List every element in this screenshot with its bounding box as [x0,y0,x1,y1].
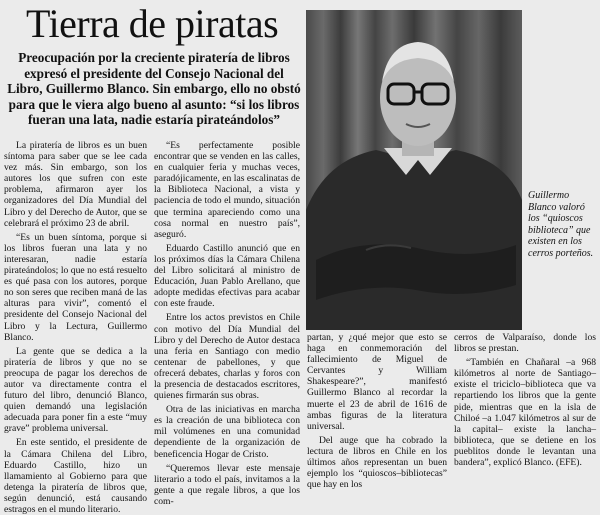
portrait-photo [306,10,522,330]
paragraph: La piratería de libros es un buen síntoma para saber que se lee cada vez más. Sin embargo, son los autores los que sufren con este problema, afirmaron ayer los organizadores del Día Mundial del Libro y del Derecho de Autor, que se celebrará el próximo 23 de abril. [4,140,147,229]
headline: Tierra de piratas [26,1,279,46]
paragraph: “Es un buen síntoma, porque si los libros fueran una lata y no interesaran, nadie estaría pirateándolos; lo que no está resuelto es qué pasa con los autores, porque no son seres que reciben maná de las alturas para vivir”, comentó el presidente del Consejo Nacional del Libro y la Lectura, Guillermo Blanco. [4,231,147,343]
body-column-2 [154,140,300,507]
paragraph: La gente que se dedica a la piratería de libros y que no se preocupa de pagar los derechos de autor va directamente contra el futuro del libro, denunció Blanco, quien demandó una legislación adecuada para poner fin a este “muy grave” problema universal. [4,345,147,435]
paragraph: “También en Chañaral –a 968 kilómetros al norte de Santiago– existe el triciclo–biblioteca que va repartiendo los libros que la gente pide, mientras que en la isla de Chiloé –a 1.047 kilómetros al sur de la capital– existe la lancha–biblioteca, que se detiene en los pueblitos donde le levantan una bandera”, explicó Blanco. (EFE). [454,357,596,469]
paragraph: Otra de las iniciativas en marcha es la creación de una biblioteca con mil volúmenes en una comunidad dependiente de la organización de beneficencia Hogar de Cristo. [154,404,300,460]
paragraph: cerros de Valparaíso, donde los libros se prestan. [454,332,596,355]
paragraph: partan, y ¿qué mejor que esto se haga en conmemoración del fallecimiento de Miguel de Cervantes y William Shakespeare?”, manifestó Guillermo Blanco al recordar la muerte el 23 de abril de 1616 de ambas figuras de la literatura universal. [307,332,447,432]
paragraph: Del auge que ha cobrado la lectura de libros en Chile en los últimos años representan un buen ejemplo los “quioscos–bibliotecas” que hay en los [307,434,447,491]
paragraph: “Queremos llevar este mensaje literario a todo el país, invitamos a la gente a que regale libros, a que los com- [154,462,300,507]
body-column-4 [454,332,596,469]
paragraph: Entre los actos previstos en Chile con motivo del Día Mundial del Libro y del Derecho de Autor destaca una feria en Santiago con medio centenar de pabellones, y que ofrecerá debates, charlas y foros con la presencia de destacados escritores, quienes firmarán sus obras. [154,312,300,402]
paragraph: Eduardo Castillo anunció que en los próximos días la Cámara Chilena del Libro solicitará al ministro de Educación, Juan Pablo Arellano, que adopte medidas efectivas para acabar con este fraude. [154,242,300,310]
body-column-3 [307,332,447,491]
photo-caption: Guillermo Blanco valoró los “quioscos biblioteca” que existen en los cerros porteños. [528,190,594,259]
paragraph: “Es perfectamente posible encontrar que se venden en las calles, en cualquier feria y muchas veces, paradójicamente, en las escalinatas de la Biblioteca Nacional, a vista y paciencia de todo el mundo, situación que termina apareciendo como una cosa normal en nuestro país”, aseguró. [154,140,300,240]
paragraph: En este sentido, el presidente de la Cámara Chilena del Libro, Eduardo Castillo, hizo un llamamiento al Gobierno para que detenga la piratería de libros que, según denunció, está causando estragos en el mundo literario. [4,437,147,515]
deck-subtitle: Preocupación por la creciente piratería de libros expresó el presidente del Consejo Nacional del Libro, Guillermo Blanco. Sin embargo, ello no obstó para que le viera algo bueno al asunto: “si los libros fueran una lata, nadie estaría pirateándolos” [7,50,301,128]
body-column-1 [4,140,147,515]
portrait-illustration [306,10,522,330]
